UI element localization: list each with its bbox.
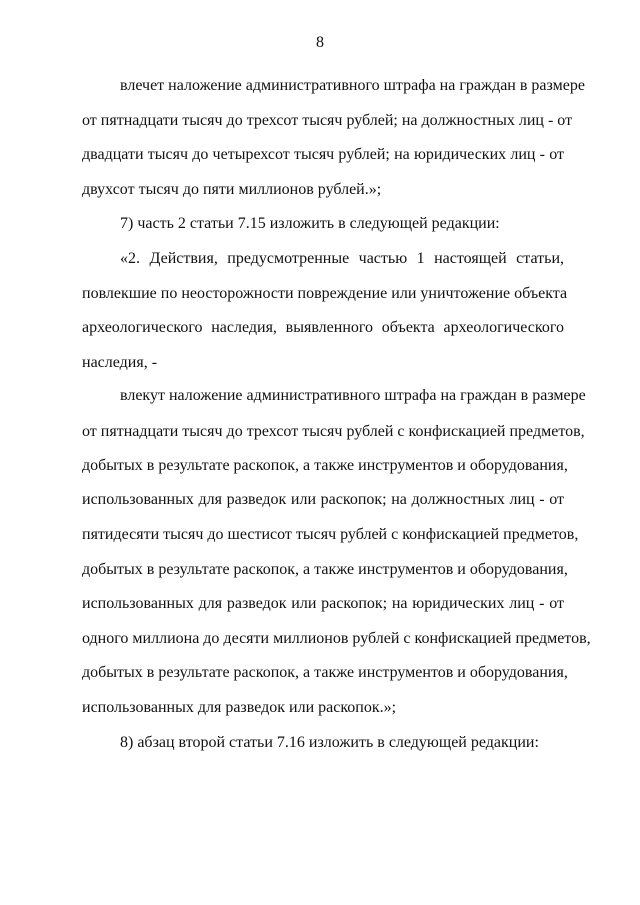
text-line: археологического наследия, выявленного объекта археологического xyxy=(82,319,564,336)
page-number: 8 xyxy=(316,34,324,51)
text-line: использованных для разведок или раскопок; на юридических лиц - от xyxy=(82,595,564,612)
text-line: использованных для разведок или раскопок; на должностных лиц - от xyxy=(82,491,564,508)
text-line: влекут наложение административного штрафа на граждан в размере xyxy=(120,387,586,404)
text-line: двадцати тысяч до четырехсот тысяч рублей; на юридических лиц - от xyxy=(82,146,564,163)
text-line: добытых в результате раскопок, а также инструментов и оборудования, xyxy=(82,664,568,681)
text-line: «2. Действия, предусмотренные частью 1 настоящей статьи, xyxy=(120,250,564,267)
text-line: двухсот тысяч до пяти миллионов рублей.»; xyxy=(82,181,382,198)
text-line: наследия, - xyxy=(82,354,158,371)
text-line: от пятнадцати тысяч до трехсот тысяч рублей; на должностных лиц - от xyxy=(82,112,573,129)
text-line: добытых в результате раскопок, а также инструментов и оборудования, xyxy=(82,561,568,578)
text-line: использованных для разведок или раскопок.»; xyxy=(82,699,397,716)
text-line: пятидесяти тысяч до шестисот тысяч рублей с конфискацией предметов, xyxy=(82,526,579,543)
text-line: одного миллиона до десяти миллионов рублей с конфискацией предметов, xyxy=(82,630,591,647)
text-line: от пятнадцати тысяч до трехсот тысяч рублей с конфискацией предметов, xyxy=(82,423,585,440)
text-line: влечет наложение административного штрафа на граждан в размере xyxy=(120,77,585,94)
text-line: 8) абзац второй статьи 7.16 изложить в следующей редакции: xyxy=(120,734,539,751)
text-line: повлекшие по неосторожности повреждение или уничтожение объекта xyxy=(82,285,568,302)
text-line: 7) часть 2 статьи 7.15 изложить в следующей редакции: xyxy=(120,215,500,232)
text-line: добытых в результате раскопок, а также инструментов и оборудования, xyxy=(82,457,568,474)
